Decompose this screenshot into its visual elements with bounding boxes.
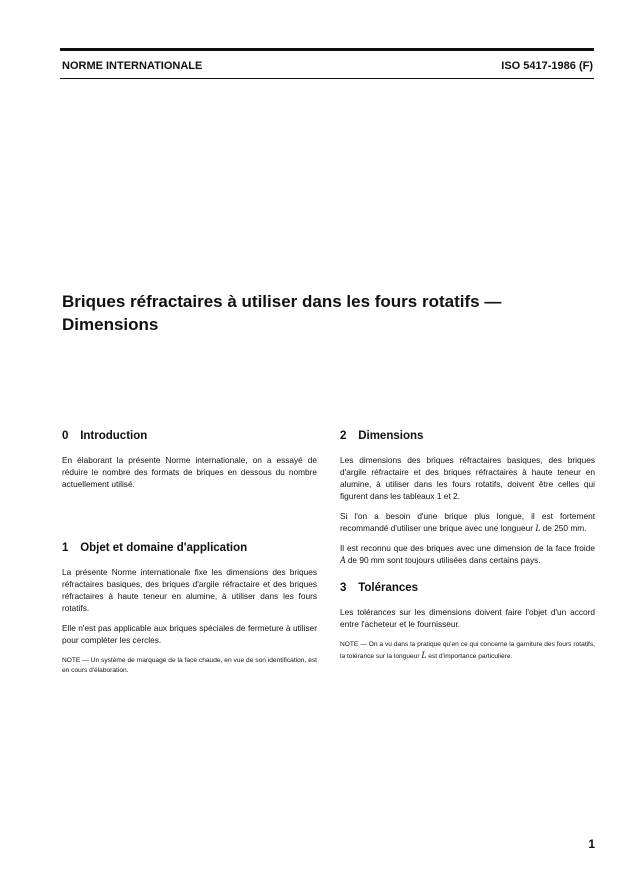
left-column [62,430,317,676]
header-rule [60,78,594,79]
variable-length: L [421,650,427,660]
title-line-2: Dimensions [62,315,159,334]
scope-note: NOTE — Un système de marquage de la face chaude, en vue de son identification, est en cours d'élaboration. [62,657,317,674]
section-number: 2 [340,430,347,442]
dimensions-paragraph-2 [340,510,595,534]
section-title: Dimensions [358,430,424,442]
text-fragment: de 90 mm sont toujours utilisées dans certains pays. [347,555,541,565]
text-fragment: Si l'on a besoin d'une brique plus longue, il est fortement recommandé d'utiliser une brique avec une longueur [340,511,595,533]
text-fragment: de 250 mm. [542,523,587,533]
document-title [62,290,582,336]
section-number: 1 [62,542,69,554]
section-title: Objet et domaine d'application [80,542,248,554]
header-standard-type: NORME INTERNATIONALE [62,60,203,72]
tolerances-paragraph: Les tolérances sur les dimensions doivent faire l'objet d'un accord entre l'acheteur et le fournisseur. [340,607,595,629]
right-column [340,430,595,662]
section-tolerances [340,582,595,662]
introduction-paragraph: En élaborant la présente Norme internationale, on a essayé de réduire le nombre des formats de briques en dessous du nombre actuellement utilisé. [62,455,317,489]
section-dimensions [340,430,595,566]
section-title: Introduction [80,430,148,442]
text-fragment: Il est reconnu que des briques avec une dimension de la face froide [340,543,595,553]
section-number: 3 [340,582,347,594]
section-number: 0 [62,430,69,442]
section-heading [340,430,595,442]
tolerances-note [340,640,595,662]
scope-paragraph-1: La présente Norme internationale fixe les dimensions des briques réfractaires basiques, des briques d'argile réfractaire et des briques réfractaires à haute teneur en alumine, à utiliser dans les fours rotatifs. [62,567,317,613]
section-heading [340,582,595,594]
section-scope [62,542,317,676]
section-introduction [62,430,317,542]
section-title: Tolérances [358,582,419,594]
scope-paragraph-2: Elle n'est pas applicable aux briques spéciales de fermeture à utiliser pour compléter les cercles. [62,623,317,645]
dimensions-paragraph-1: Les dimensions des briques réfractaires basiques, des briques d'argile réfractaire et des briques réfractaires à haute teneur en alumine, à utiliser dans les fours rotatifs, doivent être celles qui figurent dans les tableaux 1 et 2. [340,455,595,501]
header-standard-number: ISO 5417-1986 (F) [501,60,593,72]
section-heading [62,542,317,554]
dimensions-paragraph-3 [340,542,595,566]
title-line-1: Briques réfractaires à utiliser dans les fours rotatifs — [62,292,502,311]
section-heading [62,430,317,442]
page-number: 1 [588,837,595,851]
top-rule [60,48,594,51]
text-fragment: NOTE — On a vu dans la pratique qu'en ce qui concerne la garniture des fours rotatifs, la tolérance sur la longueur [340,641,595,660]
variable-cold-face: A [340,555,346,565]
text-fragment: est d'importance particulière. [428,653,513,660]
variable-length: L [535,523,541,533]
